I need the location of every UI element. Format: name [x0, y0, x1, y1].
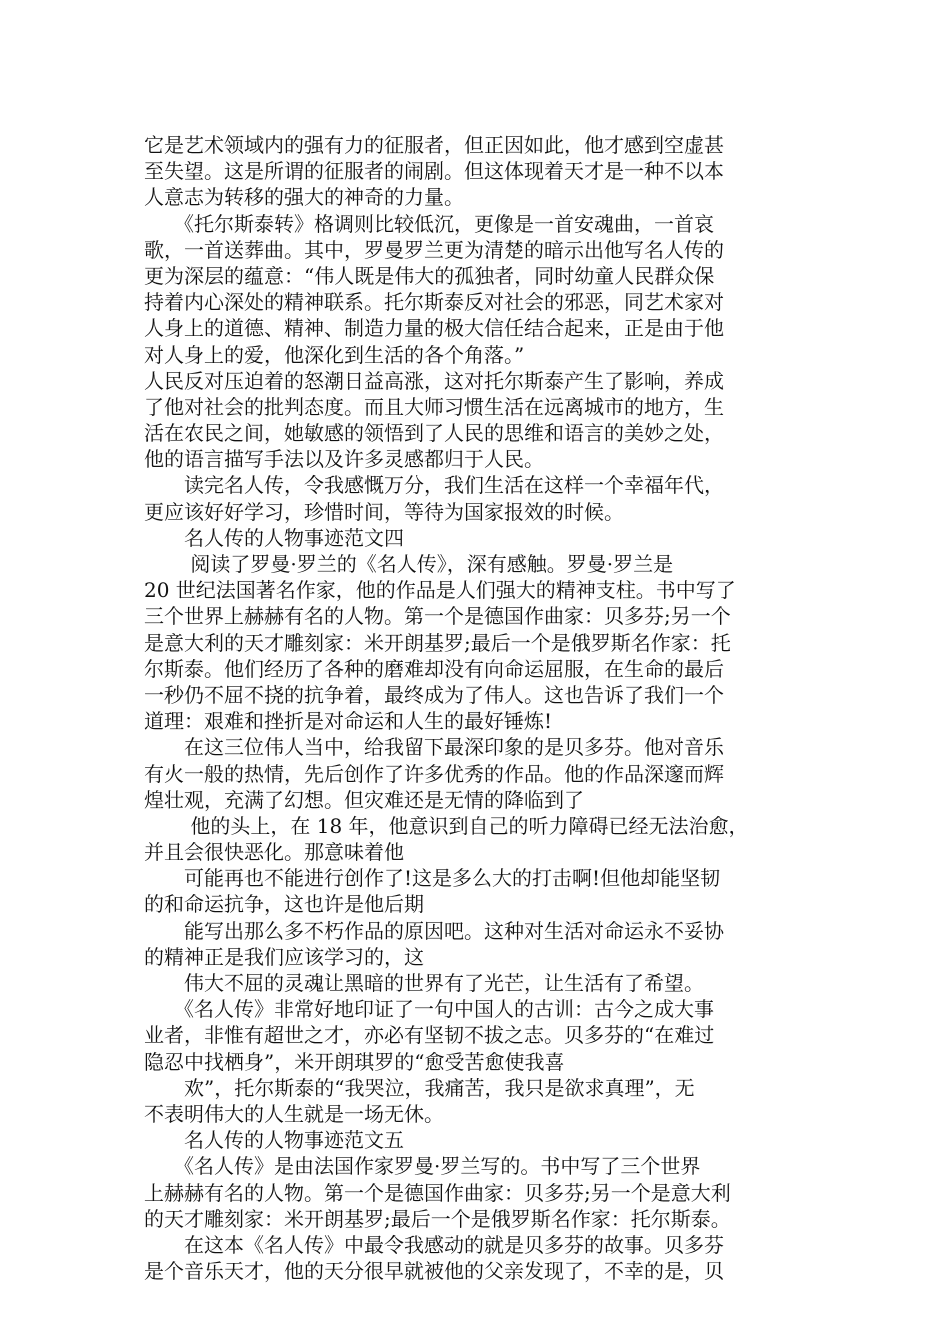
- text-line: 对人身上的爱，他深化到生活的各个角落。”: [144, 342, 525, 367]
- text-line: 它是艺术领域内的强有力的征服者，但正因如此，他才感到空虚甚: [144, 133, 724, 157]
- text-line: 是个音乐天才，他的天分很早就被他的父亲发现了，不幸的是，贝: [144, 1259, 724, 1284]
- text-line: 《托尔斯泰转》格调则比较低沉，更像是一首安魂曲，一首哀: [144, 211, 714, 236]
- text-line: 并且会很快恶化。那意味着他: [144, 840, 404, 865]
- text-line: 读完名人传，令我感慨万分，我们生活在这样一个幸福年代，: [144, 473, 724, 498]
- text-line: 人身上的道德、精神、制造力量的极大信任结合起来，正是由于他: [144, 316, 724, 341]
- text-line: 上赫赫有名的人物。第一个是德国作曲家：贝多芬;另一个是意大利: [144, 1180, 731, 1205]
- text-line: 煌壮观，充满了幻想。但灾难还是无情的降临到了: [144, 787, 584, 812]
- text-line: 更为深层的蕴意：“伟人既是伟大的孤独者，同时幼童人民群众保: [144, 263, 715, 288]
- document-body: [144, 132, 814, 1284]
- text-line: 不表明伟大的人生就是一场无休。: [144, 1101, 444, 1126]
- text-line: 持着内心深处的精神联系。托尔斯泰反对社会的邪恶，同艺术家对: [144, 290, 724, 315]
- text-line: 的和命运抗争，这也许是他后期: [144, 892, 424, 917]
- text-line: 三个世界上赫赫有名的人物。第一个是德国作曲家：贝多芬;另一个: [144, 604, 731, 629]
- text-line: 伟大不屈的灵魂让黑暗的世界有了光芒，让生活有了希望。: [144, 971, 704, 995]
- text-line: 《名人传》非常好地印证了一句中国人的古训：古今之成大事: [144, 997, 714, 1022]
- text-line: 能写出那么多不朽作品的原因吧。这种对生活对命运永不妥协: [144, 918, 724, 943]
- text-line: 在这三位伟人当中，给我留下最深印象的是贝多芬。他对音乐: [144, 735, 724, 760]
- section-heading: 名人传的人物事迹范文五: [144, 1128, 404, 1153]
- text-line: 《名人传》是由法国作家罗曼·罗兰写的。书中写了三个世界: [144, 1154, 701, 1179]
- text-line: 活在农民之间，她敏感的领悟到了人民的思维和语言的美妙之处，: [144, 421, 724, 446]
- text-line: 可能再也不能进行创作了!这是多么大的打击啊!但他却能坚韧: [144, 866, 721, 891]
- text-line: 他的语言描写手法以及许多灵感都归于人民。: [144, 447, 544, 472]
- text-line: 至失望。这是所谓的征服者的闹剧。但这体现着天才是一种不以本: [144, 159, 724, 184]
- text-line: 欢”，托尔斯泰的“我哭泣，我痛苦，我只是欲求真理”，无: [144, 1075, 695, 1100]
- text-line: 隐忍中找栖身”，米开朗琪罗的“愈受苦愈使我喜: [144, 1049, 565, 1074]
- text-line: 20 世纪法国著名作家，他的作品是人们强大的精神支柱。书中写了: [144, 578, 736, 603]
- text-line: 道理：艰难和挫折是对命运和人生的最好锤炼!: [144, 709, 553, 734]
- text-line: 的天才雕刻家：米开朗基罗;最后一个是俄罗斯名作家：托尔斯泰。: [144, 1206, 731, 1231]
- text-line: 了他对社会的批判态度。而且大师习惯生活在远离城市的地方，生: [144, 394, 724, 419]
- text-line: 人民反对压迫着的怒潮日益高涨，这对托尔斯泰产生了影响，养成: [144, 368, 724, 393]
- text-line: 他的头上，在 18 年，他意识到自己的听力障碍已经无法治愈，: [144, 813, 749, 838]
- text-line: 有火一般的热情，先后创作了许多优秀的作品。他的作品深邃而辉: [144, 761, 724, 786]
- text-line: 是意大利的天才雕刻家：米开朗基罗;最后一个是俄罗斯名作家：托: [144, 630, 731, 655]
- section-heading: 名人传的人物事迹范文四: [144, 525, 404, 550]
- text-line: 更应该好好学习，珍惜时间，等待为国家报效的时候。: [144, 499, 624, 524]
- text-line: 一秒仍不屈不挠的抗争着，最终成为了伟人。这也告诉了我们一个: [144, 682, 724, 707]
- text-line: 尔斯泰。他们经历了各种的磨难却没有向命运屈服，在生命的最后: [144, 656, 724, 681]
- text-line: 在这本《名人传》中最令我感动的就是贝多芬的故事。贝多芬: [144, 1232, 724, 1257]
- text-line: 的精神正是我们应该学习的，这: [144, 944, 424, 969]
- text-line: 人意志为转移的强大的神奇的力量。: [144, 185, 464, 210]
- text-line: 阅读了罗曼·罗兰的《名人传》，深有感触。罗曼·罗兰是: [144, 552, 674, 576]
- text-line: 业者，非惟有超世之才，亦必有坚韧不拔之志。贝多芬的“在难过: [144, 1023, 715, 1048]
- text-line: 歌，一首送葬曲。其中，罗曼罗兰更为清楚的暗示出他写名人传的: [144, 237, 724, 262]
